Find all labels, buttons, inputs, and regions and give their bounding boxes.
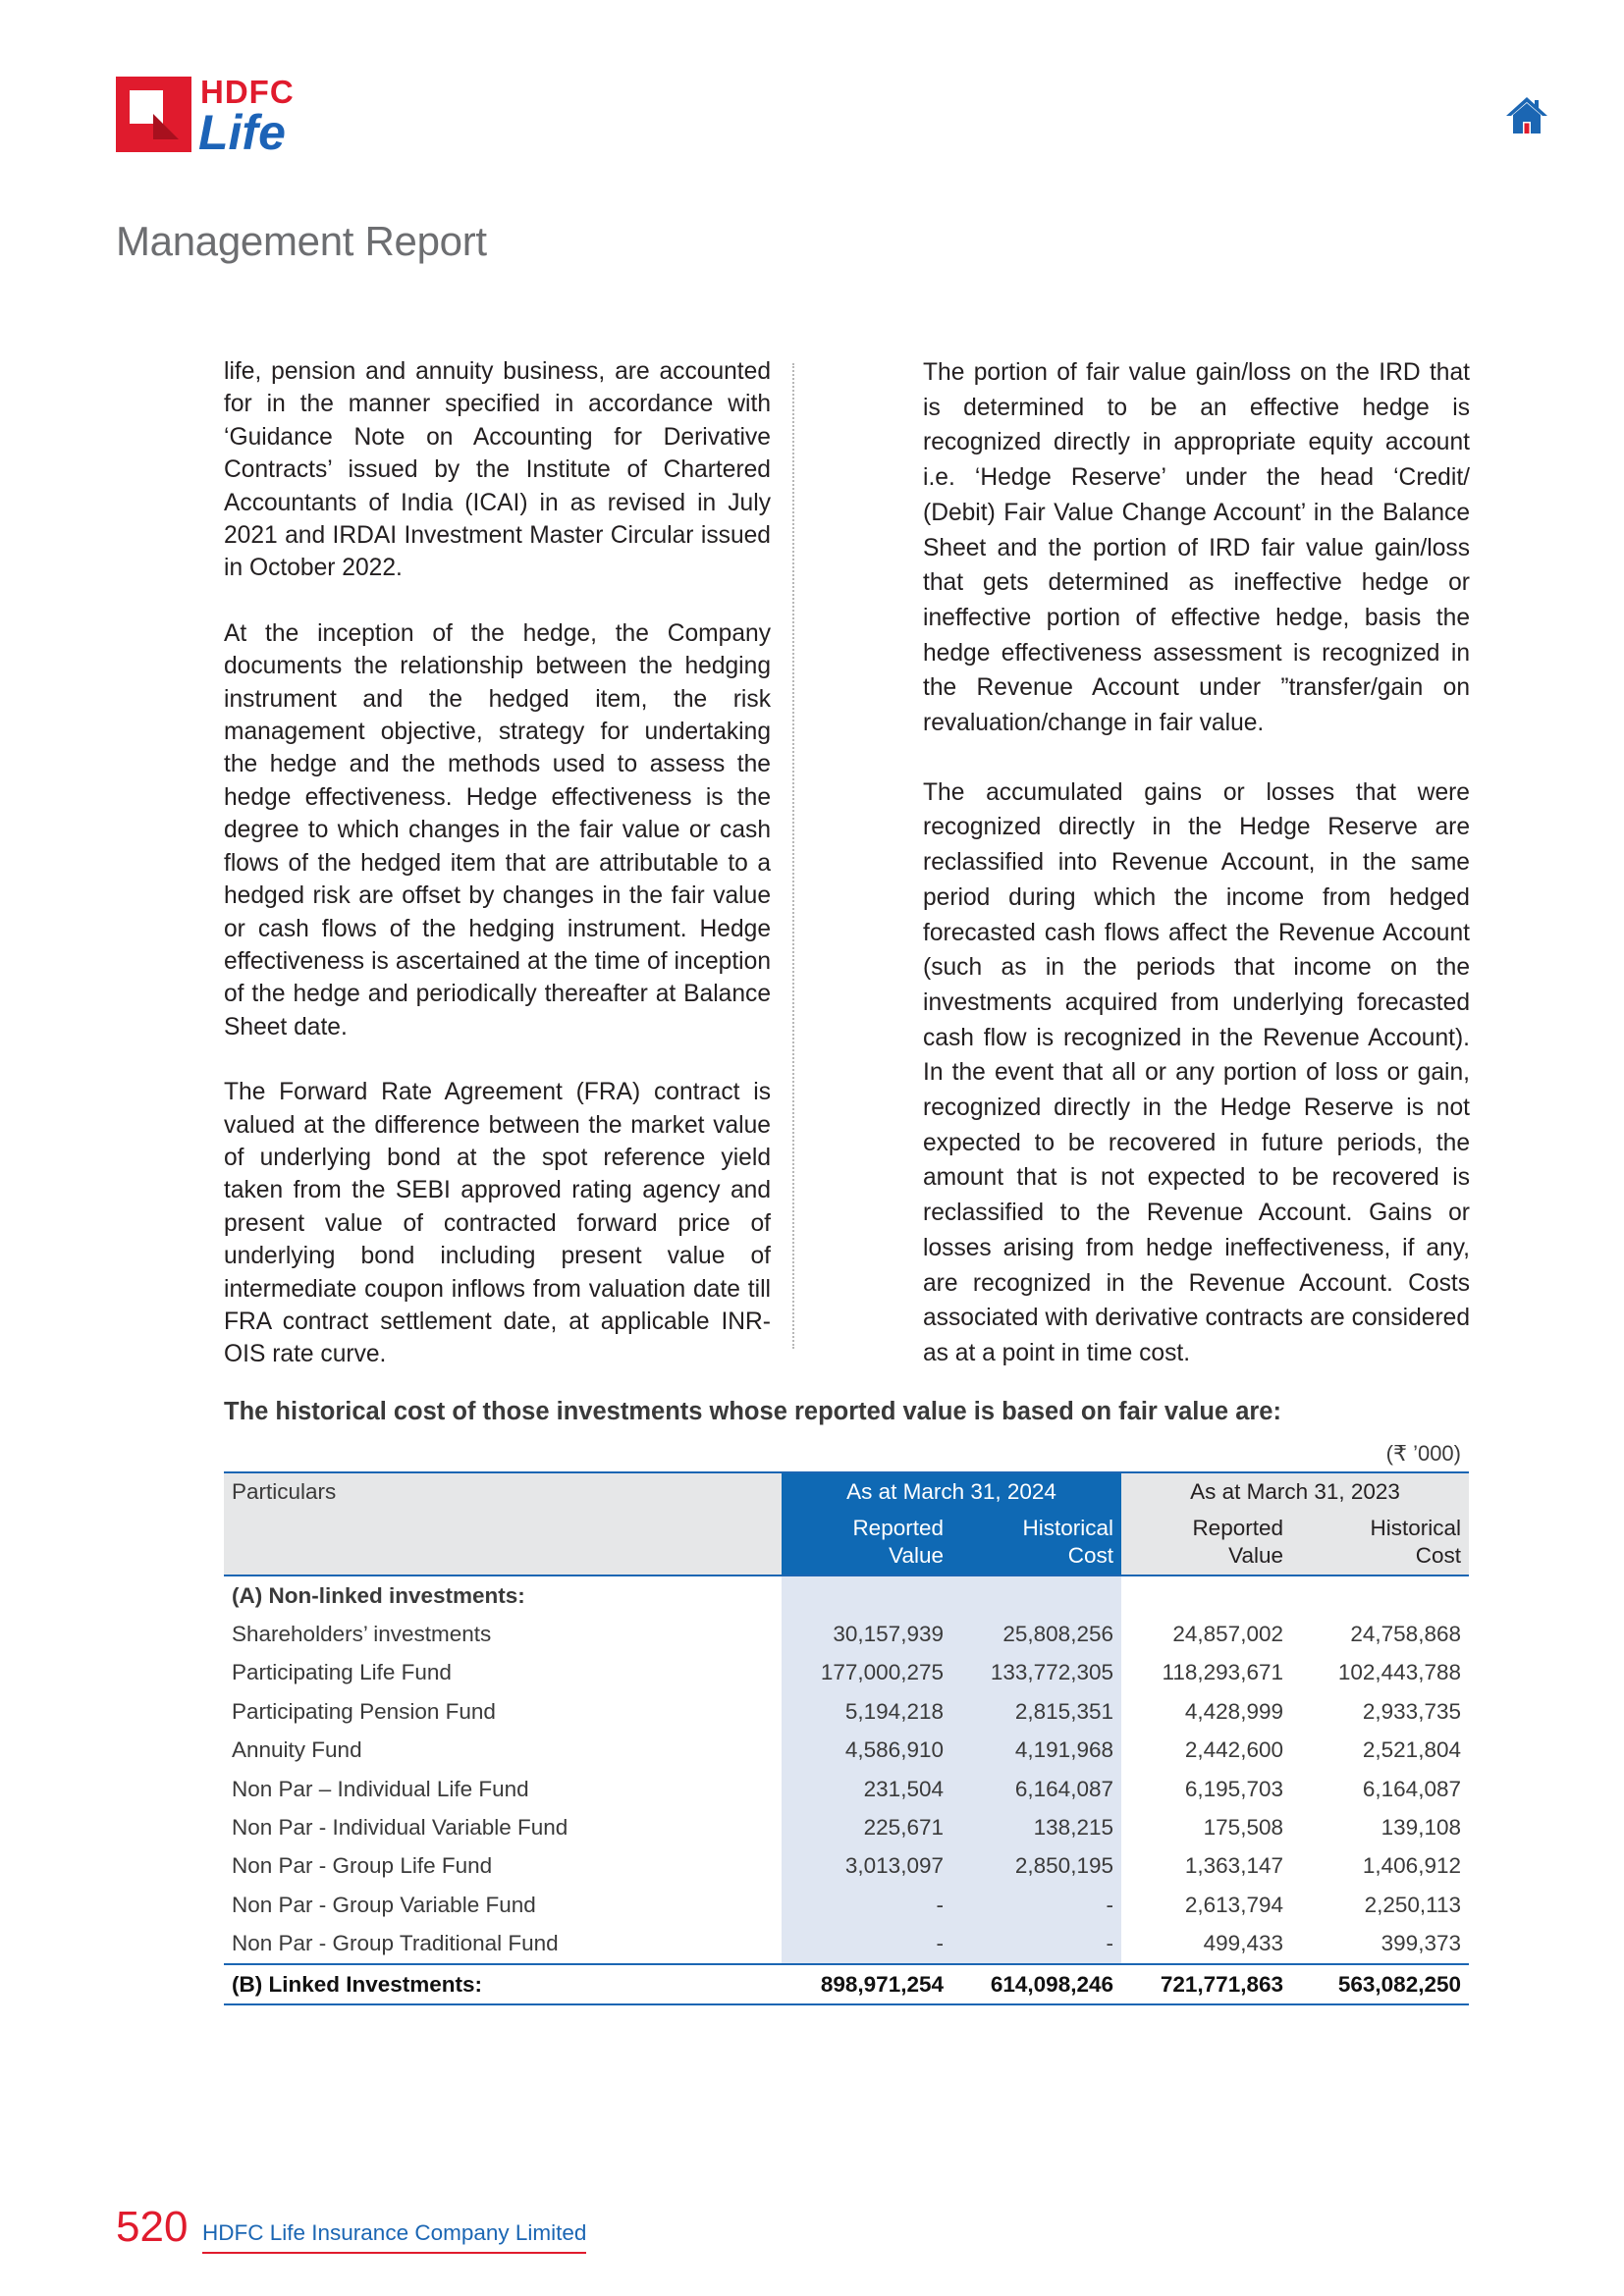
- column-divider: [792, 363, 794, 1349]
- table-total-row: (B) Linked Investments: 898,971,254 614,098,246 721,771,863 563,082,250: [224, 1964, 1469, 2004]
- header-reported-value-2024: Reported Value: [782, 1510, 951, 1575]
- table-row: Participating Pension Fund 5,194,218 2,815,351 4,428,999 2,933,735: [224, 1692, 1469, 1731]
- header-year-2023: As at March 31, 2023: [1121, 1472, 1469, 1510]
- paragraph: The Forward Rate Agreement (FRA) contract is valued at the difference between the market value of underlying bond at the spot reference yield taken from the SEBI approved rating agency and present value of contracted forward price of underlying bond including present value of intermediate coupon inflows from valuation date till FRA contract settlement date, at applicable INR-OIS rate curve.: [224, 1079, 771, 1368]
- table-row: Non Par - Individual Variable Fund 225,671 138,215 175,508 139,108: [224, 1808, 1469, 1846]
- currency-unit: (₹ ’000): [1385, 1441, 1461, 1466]
- section-title: Management Report: [116, 218, 487, 264]
- right-text-column: [923, 355, 1470, 1406]
- header-historical-cost-2024: Historical Cost: [951, 1510, 1121, 1575]
- header-historical-cost-2023: Historical Cost: [1291, 1510, 1469, 1575]
- table-row: Participating Life Fund 177,000,275 133,772,305 118,293,671 102,443,788: [224, 1654, 1469, 1692]
- table-title: The historical cost of those investments whose reported value is based on fair value are:: [224, 1398, 1281, 1425]
- paragraph: The accumulated gains or losses that were recognized directly in the Hedge Reserve are reclassified into Revenue Account, in the same period during which the income from hedged forecasted cash flows affect the Revenue Account (such as in the periods that income on the investments acquired from underlying forecasted cash flow is recognized in the Revenue Account). In the event that all or any portion of loss or gain, recognized directly in the Hedge Reserve is not expected to be recovered in future periods, the amount that is not expected to be recovered is reclassified to the Revenue Account. Gains or losses arising from hedge ineffectiveness, if any, are recognized in the Revenue Account. Costs associated with derivative contracts are considered as at a point in time cost.: [923, 778, 1470, 1366]
- table-row: Non Par – Individual Life Fund 231,504 6,164,087 6,195,703 6,164,087: [224, 1770, 1469, 1808]
- left-text-column: [224, 355, 771, 1404]
- table-row: Annuity Fund 4,586,910 4,191,968 2,442,600 2,521,804: [224, 1732, 1469, 1770]
- logo-wordmark-bottom: Life: [198, 105, 286, 160]
- header-blank: [224, 1510, 782, 1575]
- logo-wordmark-top: HDFC: [200, 74, 295, 110]
- table-row: Non Par - Group Traditional Fund - - 499,433 399,373: [224, 1925, 1469, 1964]
- table-row: Shareholders’ investments 30,157,939 25,808,256 24,857,002 24,758,868: [224, 1615, 1469, 1653]
- header-year-2024: As at March 31, 2024: [782, 1472, 1121, 1510]
- header-particulars: Particulars: [224, 1472, 782, 1510]
- table-row: Non Par - Group Life Fund 3,013,097 2,850,195 1,363,147 1,406,912: [224, 1847, 1469, 1886]
- logo-mark-icon: [116, 77, 191, 152]
- page-number: 520: [116, 2203, 189, 2251]
- table-section-row: (A) Non-linked investments:: [224, 1575, 1469, 1615]
- home-icon[interactable]: [1504, 94, 1549, 137]
- hdfc-life-logo: [116, 75, 302, 159]
- header-reported-value-2023: Reported Value: [1121, 1510, 1291, 1575]
- fair-value-table: [224, 1471, 1469, 2005]
- paragraph: life, pension and annuity business, are accounted for in the manner specified in accordance with ‘Guidance Note on Accounting for Derivative Contracts’ issued by the Institute of Chartered Accountants of India (ICAI) in as revised in July 2021 and IRDAI Investment Master Circular issued in October 2022.: [224, 358, 771, 582]
- paragraph: At the inception of the hedge, the Company documents the relationship between the hedging instrument and the hedged item, the risk management objective, strategy for undertaking the hedge and the methods used to assess the hedge effectiveness. Hedge effectiveness is the degree to which changes in the fair value or cash flows of the hedged item that are attributable to a hedged risk are offset by changes in the fair value or cash flows of the hedging instrument. Hedge effectiveness is ascertained at the time of inception of the hedge and periodically thereafter at Balance Sheet date.: [224, 619, 771, 1041]
- footer-company-name: HDFC Life Insurance Company Limited: [202, 2220, 586, 2254]
- table-row: Non Par - Group Variable Fund - - 2,613,794 2,250,113: [224, 1886, 1469, 1924]
- paragraph: The portion of fair value gain/loss on the IRD that is determined to be an effective hedge is recognized directly in appropriate equity account i.e. ‘Hedge Reserve’ under the head ‘Credit/ (Debit) Fair Value Change Account’ in the Balance Sheet and the portion of IRD fair value gain/loss that gets determined as ineffective hedge or ineffective portion of effective hedge, basis the hedge effectiveness assessment is recognized in the Revenue Account under ”transfer/gain on revaluation/change in fair value.: [923, 359, 1470, 737]
